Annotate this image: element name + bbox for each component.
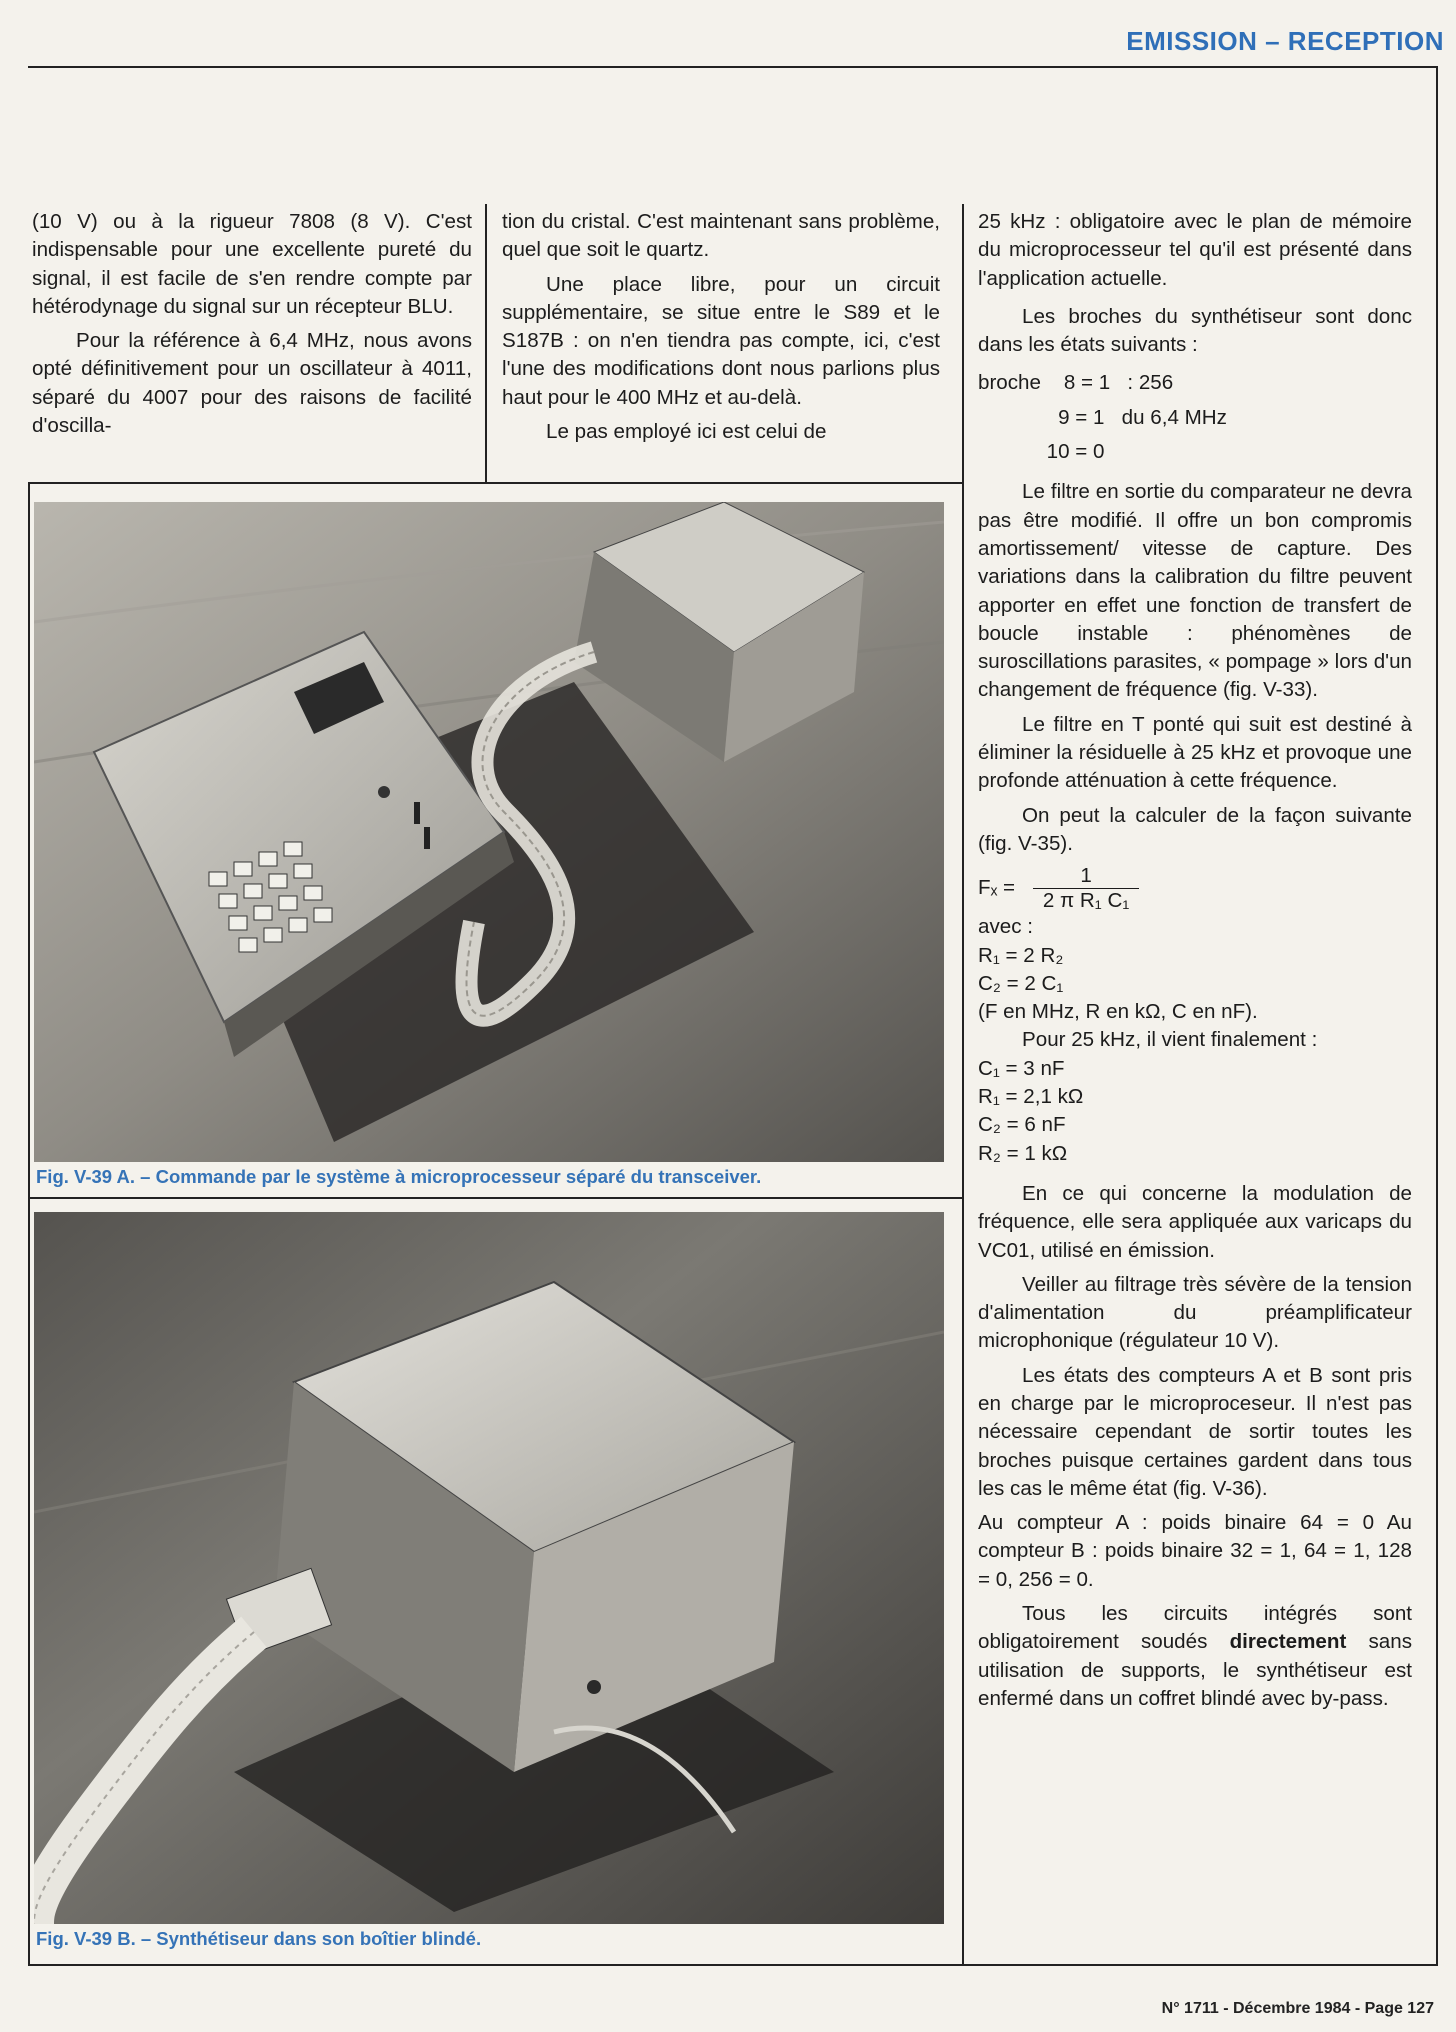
- formula-lhs: Fₓ =: [978, 876, 1016, 900]
- column-divider-2: [962, 204, 964, 1966]
- column-1: [32, 208, 472, 446]
- page-border-left: [28, 482, 30, 1966]
- col3-paragraph-3: Le filtre en sortie du comparateur ne devra pas être modifié. Il offre un bon compromis amortissement/ vitesse de capture. Des variations dans la calibration du filtre peuvent apporter en effet une fonction de transfert de boucle instable : phénomènes de suroscillations parasites, « pompage » lors d'un changement de fréquence (fig. V-33).: [978, 480, 1412, 702]
- col3-paragraph-8: Veiller au filtrage très sévère de la tension d'alimentation du préamplificateur microphonique (régulateur 10 V).: [978, 1272, 1412, 1353]
- formula-denominator: 2 π R₁ C₁: [1042, 889, 1130, 913]
- broche-line-2: 9 = 1 du 6,4 MHz: [978, 405, 1227, 429]
- broche-line-3: 10 = 0: [978, 440, 1105, 464]
- broche-table: [978, 369, 1412, 466]
- col3-paragraph-10: Au compteur A : poids binaire 64 = 0 Au compteur B : poids binaire 32 = 1, 64 = 1, 128 = 0, 256 = 0.: [978, 1511, 1412, 1591]
- col1-paragraph-2: Pour la référence à 6,4 MHz, nous avons opté définitivement pour un oscillateur à 4011, séparé du 4007 pour des raisons de facilité d'oscilla-: [32, 329, 472, 438]
- broche-line-1: broche 8 = 1 : 256: [978, 371, 1174, 395]
- formula: [978, 864, 1412, 913]
- photo-fig-b-illustration: [34, 1212, 944, 1924]
- col3-paragraph-6: Pour 25 kHz, il vient finalement :: [1022, 1028, 1318, 1052]
- col3-paragraph-9: Les états des compteurs A et B sont pris en charge par le microproceseur. Il n'est pas nécessaire cependant de sortir toutes les broches puisque certaines gardent dans tous les cas le même état (fig. V-36).: [978, 1363, 1412, 1500]
- col3-paragraph-7: En ce qui concerne la modulation de fréquence, elle sera appliquée aux varicaps du VC01, utilisé en émission.: [978, 1181, 1412, 1262]
- col2-paragraph-2: Une place libre, pour un circuit supplémentaire, se situe entre le S89 et le S187B : on n'en tiendra pas compte, ici, c'est l'une des modifications dont nous parlions plus haut pour le 400 MHz et au-delà.: [502, 272, 940, 409]
- formula-numerator: 1: [1033, 864, 1139, 889]
- figure-divider-rule: [28, 1197, 964, 1199]
- relation-1: R₁ = 2 R₂: [978, 943, 1064, 967]
- formula-fraction: [1033, 864, 1139, 913]
- units-note: (F en MHz, R en kΩ, C en nF).: [978, 1000, 1258, 1024]
- caption-fig-a: Fig. V-39 A. – Commande par le système à microprocesseur séparé du transceiver.: [36, 1166, 762, 1187]
- avec-label: avec :: [978, 915, 1033, 939]
- photo-fig-a: [34, 502, 944, 1162]
- relation-2: C₂ = 2 C₁: [978, 971, 1064, 995]
- col1-paragraph-1: (10 V) ou à la rigueur 7808 (8 V). C'est indispensable pour une excellente pureté du signal, il est facile de s'en rendre compte par hétérodynage du signal sur un récepteur BLU.: [32, 210, 472, 318]
- col3-paragraph-2: Les broches du synthétiseur sont donc dans les états suivants :: [978, 304, 1412, 357]
- col3-paragraph-1: 25 kHz : obligatoire avec le plan de mémoire du microprocesseur tel qu'il est présenté dans l'application actuelle.: [978, 210, 1412, 290]
- page-footer: N° 1711 - Décembre 1984 - Page 127: [1161, 2000, 1434, 2017]
- caption-fig-b: Fig. V-39 B. – Synthétiseur dans son boîtier blindé.: [36, 1928, 482, 1949]
- photo-fig-b: [34, 1212, 944, 1924]
- header-rule: [28, 66, 1438, 68]
- page-border-right: [1436, 66, 1438, 1966]
- value-4: R₂ = 1 kΩ: [978, 1141, 1068, 1165]
- column-2: [502, 208, 940, 452]
- value-1: C₁ = 3 nF: [978, 1056, 1065, 1080]
- column-divider-1: [485, 204, 487, 482]
- col2-paragraph-3: Le pas employé ici est celui de: [546, 420, 827, 444]
- col3-paragraph-11: [978, 1600, 1412, 1713]
- p11-bold: directement: [1229, 1630, 1347, 1654]
- value-3: C₂ = 6 nF: [978, 1113, 1066, 1137]
- col2-paragraph-1: tion du cristal. C'est maintenant sans problème, quel que soit le quartz.: [502, 210, 940, 262]
- photo-fig-a-illustration: [34, 502, 944, 1162]
- value-2: R₁ = 2,1 kΩ: [978, 1085, 1084, 1109]
- col3-paragraph-5: On peut la calculer de la façon suivante (fig. V-35).: [978, 803, 1412, 855]
- p11-after: sans utilisation de supports, le synthétiseur est enfermé dans un coffret blindé avec by-pass.: [978, 1630, 1412, 1710]
- p11-before: Tous les circuits intégrés sont obligatoirement soudés: [978, 1602, 1412, 1654]
- page-bottom-rule: [28, 1964, 1438, 1966]
- top-section-bottom-rule: [28, 482, 964, 484]
- col3-paragraph-4: Le filtre en T ponté qui suit est destiné à éliminer la résiduelle à 25 kHz et provoque une profonde atténuation à cette fréquence.: [978, 712, 1412, 793]
- column-3: [978, 208, 1412, 1719]
- section-header: EMISSION – RECEPTION: [1126, 26, 1444, 56]
